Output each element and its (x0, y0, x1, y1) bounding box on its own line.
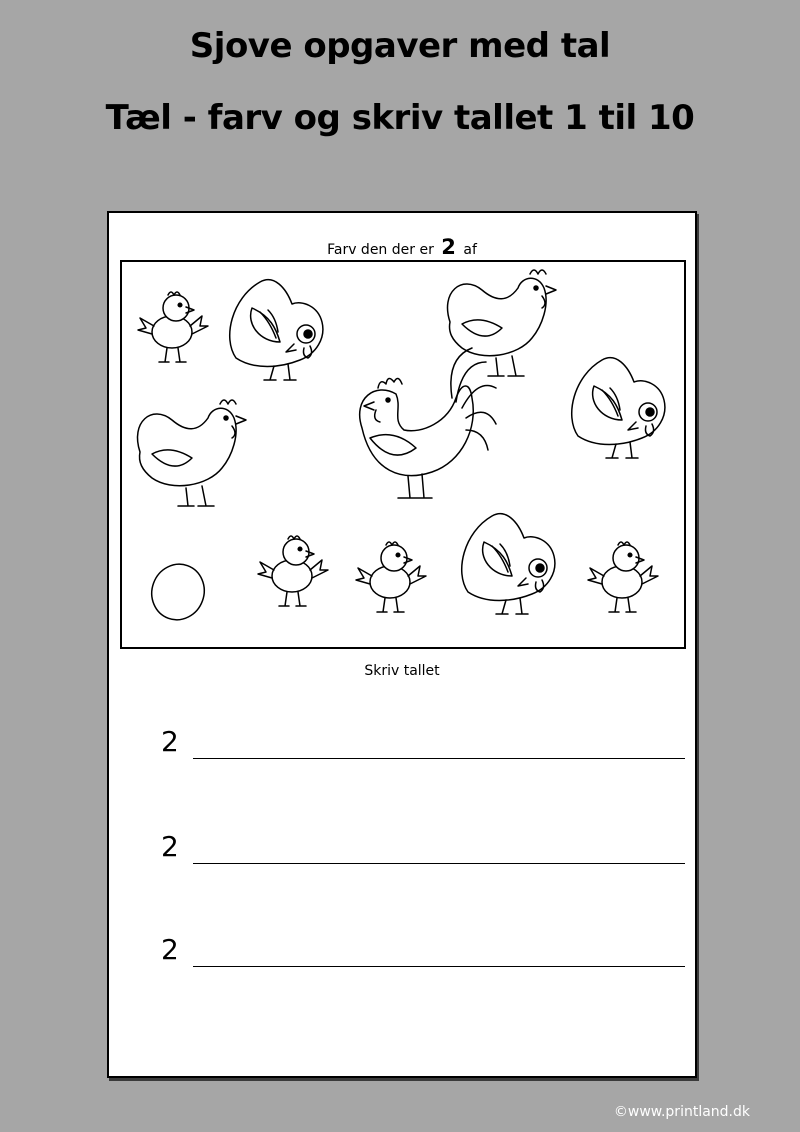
practice-row (161, 725, 691, 765)
practice-digit: 2 (161, 933, 179, 966)
writing-line (193, 758, 685, 759)
practice-row (161, 933, 691, 973)
copyright-credit: ©www.printland.dk (613, 1104, 750, 1120)
instruction-text: Farv den der er (327, 242, 434, 258)
instruction (109, 235, 695, 259)
practice-row (161, 830, 691, 870)
illustration-box (120, 260, 686, 649)
writing-line (193, 863, 685, 864)
worksheet (107, 211, 697, 1078)
page-subtitle: Tæl - farv og skriv tallet 1 til 10 (105, 98, 695, 138)
writing-line (193, 966, 685, 967)
instruction-number: 2 (441, 235, 456, 259)
write-label: Skriv tallet (364, 663, 440, 679)
practice-digit: 2 (161, 830, 179, 863)
practice-digit: 2 (161, 725, 179, 758)
instruction-suffix: af (463, 242, 477, 258)
page-title: Sjove opgaver med tal (189, 26, 611, 66)
